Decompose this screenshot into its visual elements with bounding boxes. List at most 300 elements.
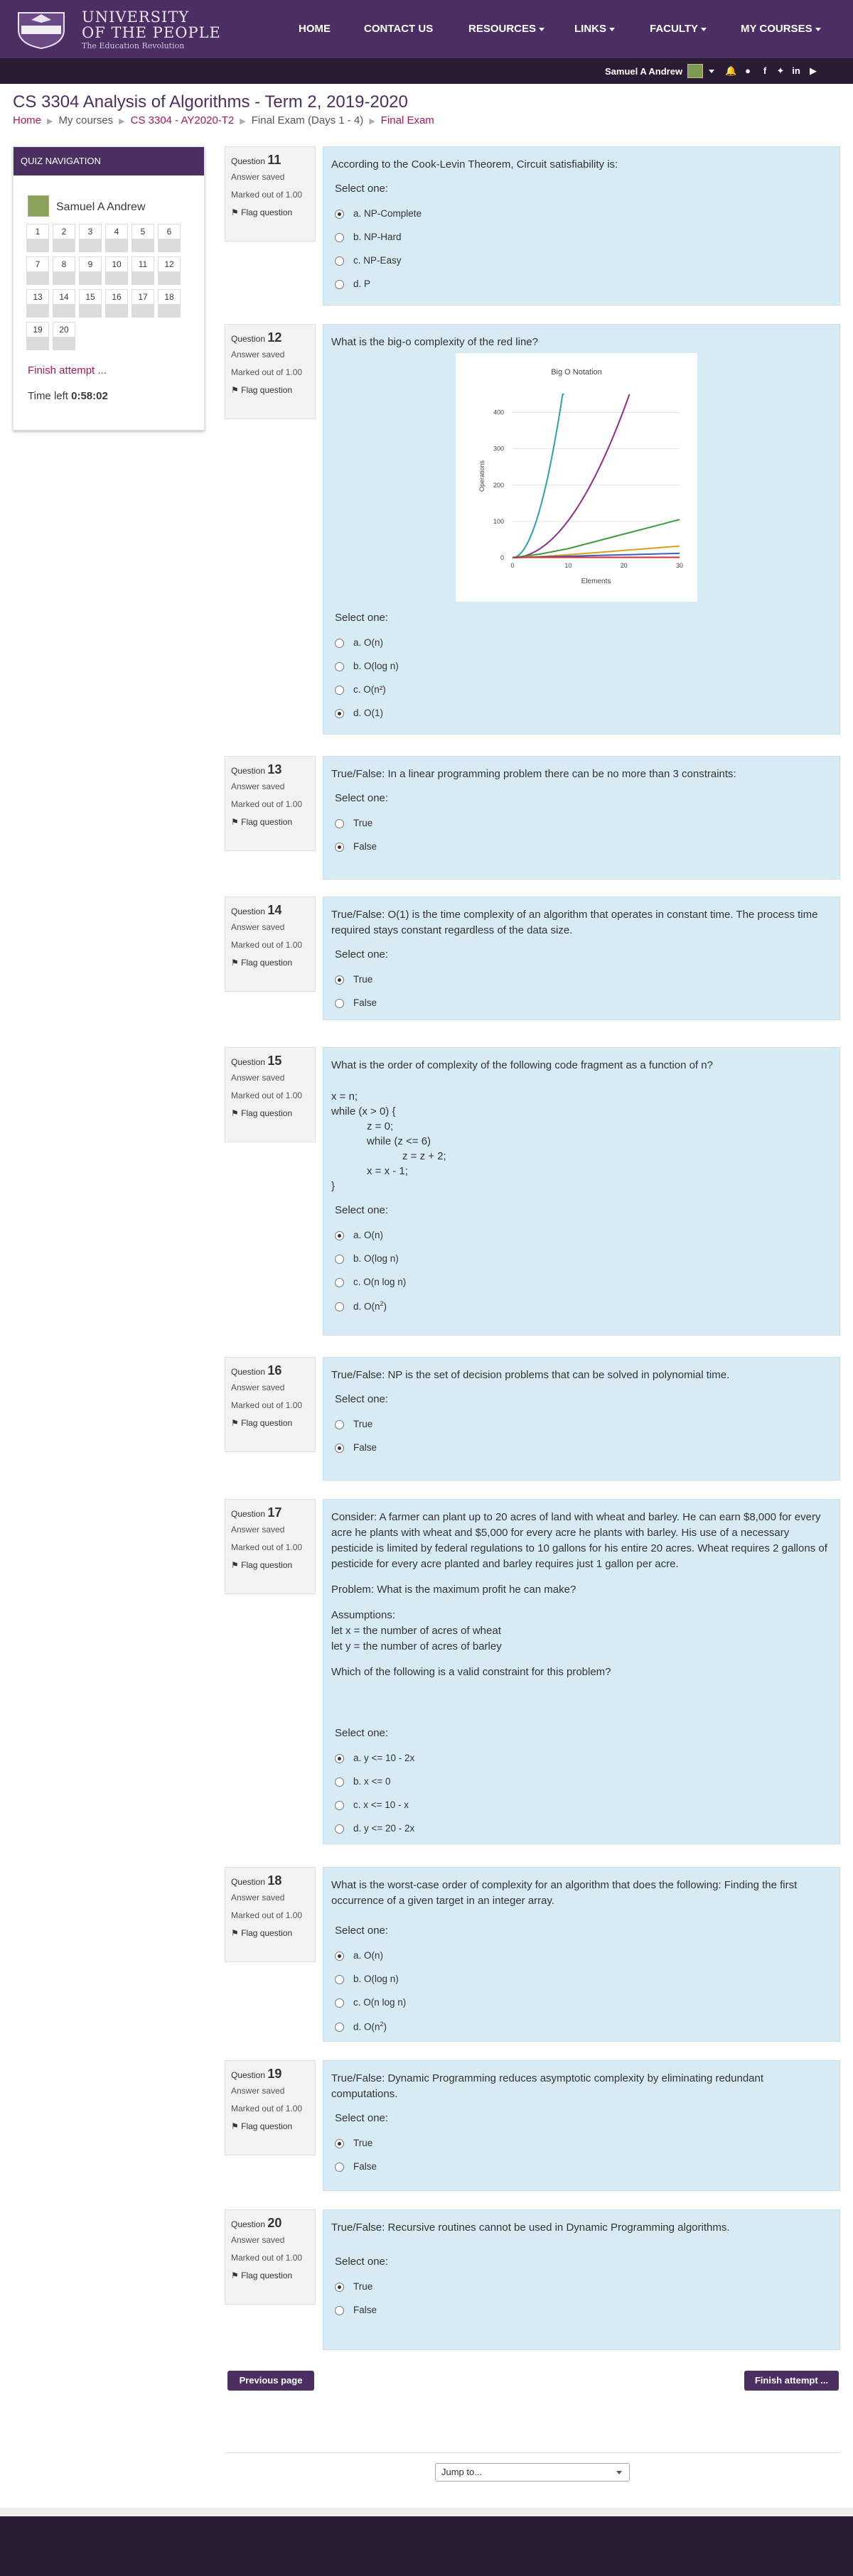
radio-button[interactable] [335, 843, 344, 852]
question-info [225, 2060, 316, 2155]
answer-option-label: True [353, 1419, 373, 1429]
answer-option[interactable] [335, 1253, 399, 1264]
superscript: 2 [380, 1300, 384, 1307]
select-one-label: Select one: [335, 1925, 389, 1937]
quiz-nav-button[interactable] [26, 256, 49, 285]
answer-option[interactable] [335, 818, 372, 828]
bell-icon[interactable]: 🔔 [725, 65, 737, 76]
quiz-nav-button-number: 18 [164, 292, 174, 302]
radio-button[interactable] [335, 2139, 344, 2148]
timer-label: Time left [28, 390, 68, 402]
nav-contact[interactable]: CONTACT US [364, 23, 434, 35]
answer-status: Answer saved [231, 1893, 285, 1903]
answer-option[interactable] [335, 2020, 387, 2033]
answer-option[interactable] [335, 2305, 377, 2315]
radio-button[interactable] [335, 1952, 344, 1961]
answered-indicator [106, 239, 127, 251]
flag-question[interactable] [231, 207, 309, 217]
quiz-nav-button[interactable] [158, 224, 181, 252]
timer-value: 0:58:02 [71, 390, 108, 402]
option-tail: ) [383, 1301, 387, 1312]
radio-button[interactable] [335, 1302, 344, 1311]
series-line [513, 394, 630, 558]
answer-option[interactable] [335, 232, 402, 242]
answer-option-label: b. O(log n) [353, 1974, 399, 1984]
facebook-icon[interactable]: f [763, 65, 767, 76]
answered-indicator [27, 337, 48, 350]
marked-out-of: Marked out of 1.00 [231, 2253, 303, 2263]
nav-links-label: LINKS [574, 23, 606, 35]
question-text: What is the worst-case order of complexity for an algorithm that does the following: Finding the first occurrence of a given target in an integer array. [331, 1879, 798, 1907]
question-number [231, 1363, 309, 1378]
assumption-y: let y = the number of acres of barley [331, 1640, 502, 1652]
question-number-value: 15 [267, 1054, 282, 1068]
answer-option[interactable] [335, 684, 386, 695]
avatar[interactable] [687, 64, 703, 78]
nav-home[interactable]: HOME [299, 23, 331, 35]
answer-option[interactable] [335, 708, 383, 718]
answer-option-label: False [353, 2161, 377, 2172]
quiz-nav-button-number: 17 [138, 292, 148, 302]
quiz-nav-button-number: 16 [112, 292, 122, 302]
radio-button[interactable] [335, 1278, 344, 1287]
question-info [225, 1867, 316, 1962]
answered-indicator [27, 271, 48, 284]
answer-option-label: d. O(1) [353, 708, 384, 718]
quiz-navigation-block [13, 146, 205, 431]
answer-option[interactable] [335, 841, 377, 852]
question-number [231, 1505, 309, 1520]
quiz-nav-button-number: 1 [35, 227, 41, 237]
radio-button[interactable] [335, 686, 344, 695]
question-17 [323, 1499, 840, 1844]
flag-question-label: Flag question [241, 1418, 293, 1428]
answer-option[interactable] [335, 1974, 399, 1984]
question-11 [323, 146, 840, 305]
radio-button[interactable] [335, 975, 344, 985]
quiz-nav-button-number: 9 [87, 259, 93, 269]
quiz-nav-button[interactable] [53, 322, 75, 350]
quiz-nav-button[interactable] [53, 256, 75, 285]
jump-to-label: Jump to... [441, 2467, 483, 2477]
flag-question[interactable] [231, 1108, 309, 1118]
answered-indicator [159, 271, 180, 284]
radio-button[interactable] [335, 1444, 344, 1453]
y-axis-label: Operations [478, 460, 485, 492]
avatar [28, 195, 49, 217]
quiz-nav-button-number: 14 [59, 292, 69, 302]
chart-svg [456, 353, 697, 602]
answer-option[interactable] [335, 1753, 414, 1763]
breadcrumb-final-exam[interactable]: Final Exam [380, 114, 434, 126]
question-info [225, 146, 316, 242]
answer-option-label: False [353, 997, 377, 1008]
flag-question-label: Flag question [241, 1928, 293, 1938]
flag-question[interactable] [231, 1560, 309, 1570]
question-12 [323, 324, 840, 735]
radio-button[interactable] [335, 709, 344, 718]
quiz-nav-button[interactable] [132, 224, 154, 252]
answered-indicator [159, 239, 180, 251]
question-number-value: 12 [267, 330, 282, 345]
radio-button[interactable] [335, 1824, 344, 1834]
answer-option[interactable] [335, 1800, 409, 1810]
question-number [231, 153, 309, 168]
answered-indicator [53, 239, 75, 251]
code-line: while (z <= 6) [331, 1135, 431, 1147]
quiz-nav-button[interactable] [26, 224, 49, 252]
flag-question-label: Flag question [241, 207, 293, 217]
option-tail: ) [383, 2021, 387, 2033]
radio-button[interactable] [335, 819, 344, 828]
answer-status: Answer saved [231, 2086, 285, 2096]
finish-attempt-button[interactable]: Finish attempt ... [744, 2371, 839, 2391]
radio-button[interactable] [335, 1777, 344, 1787]
breadcrumb-separator-icon: ▶ [47, 117, 53, 126]
quiz-nav-button[interactable] [132, 289, 154, 318]
finish-attempt-link[interactable]: Finish attempt ... [28, 364, 107, 377]
answer-option[interactable] [335, 1300, 387, 1312]
radio-button[interactable] [335, 2163, 344, 2172]
answer-option-label: a. y <= 10 - 2x [353, 1753, 415, 1763]
answer-option-label: True [353, 2281, 373, 2292]
question-20 [323, 2209, 840, 2350]
superscript: 2 [380, 2020, 384, 2028]
breadcrumb-home[interactable]: Home [13, 114, 42, 126]
answer-option-label: d. y <= 20 - 2x [353, 1823, 415, 1834]
answer-option-label: False [353, 1442, 377, 1453]
quiz-nav-button[interactable] [105, 289, 128, 318]
chevron-down-icon [616, 2471, 622, 2474]
quiz-nav-button-number: 3 [87, 227, 93, 237]
question-18 [323, 1867, 840, 2042]
answered-indicator [27, 304, 48, 317]
answer-option[interactable] [335, 208, 422, 219]
answer-status: Answer saved [231, 1525, 285, 1535]
marked-out-of: Marked out of 1.00 [231, 1910, 303, 1920]
answer-option-label: d. O(n [353, 1301, 380, 1312]
previous-page-button[interactable]: Previous page [227, 2371, 314, 2391]
answer-status: Answer saved [231, 1382, 285, 1392]
radio-button[interactable] [335, 1998, 344, 2008]
answer-option-label: False [353, 841, 377, 852]
marked-out-of: Marked out of 1.00 [231, 367, 303, 377]
question-number-value: 14 [267, 903, 282, 917]
question-number-value: 20 [267, 2216, 282, 2230]
quiz-nav-button[interactable] [105, 224, 128, 252]
flag-icon: ⚑ [231, 958, 239, 968]
answer-status: Answer saved [231, 781, 285, 791]
answered-indicator [53, 271, 75, 284]
breadcrumb-separator-icon: ▶ [369, 117, 375, 126]
flag-question[interactable] [231, 958, 309, 968]
question-text: True/False: Dynamic Programming reduces asymptotic complexity by eliminating redundant computations. [331, 2072, 764, 2100]
quiz-nav-button[interactable] [79, 289, 102, 318]
marked-out-of: Marked out of 1.00 [231, 190, 303, 200]
timer [28, 390, 108, 402]
answered-indicator [132, 271, 154, 284]
answered-indicator [106, 304, 127, 317]
question-15 [323, 1047, 840, 1336]
x-tick-label: 0 [510, 562, 515, 569]
answer-option-label: True [353, 818, 373, 828]
answer-option-label: b. O(log n) [353, 661, 399, 671]
answer-option[interactable] [335, 1997, 406, 2008]
flag-question-label: Flag question [241, 2121, 293, 2131]
answer-option[interactable] [335, 1776, 391, 1787]
radio-button[interactable] [335, 2283, 344, 2292]
user-name[interactable]: Samuel A Andrew [605, 66, 683, 77]
marked-out-of: Marked out of 1.00 [231, 1091, 303, 1100]
answered-indicator [132, 239, 154, 251]
quiz-nav-user-name: Samuel A Andrew [56, 201, 146, 213]
code-line: z = z + 2; [331, 1150, 446, 1162]
question-text: According to the Cook-Levin Theorem, Circuit satisfiability is: [331, 158, 618, 171]
question-number-value: 17 [267, 1505, 282, 1520]
radio-button[interactable] [335, 2306, 344, 2315]
flag-question[interactable] [231, 2121, 309, 2131]
flag-icon: ⚑ [231, 1108, 239, 1118]
x-tick-label: 10 [564, 562, 572, 569]
top-navbar [0, 0, 853, 58]
answer-option[interactable] [335, 637, 383, 648]
select-one-label: Select one: [335, 612, 389, 624]
answer-option[interactable] [335, 2161, 377, 2172]
quiz-nav-button[interactable] [132, 256, 154, 285]
nav-resources[interactable] [468, 23, 544, 35]
which-text: Which of the following is a valid constraint for this problem? [331, 1666, 611, 1678]
brand-line2: OF THE PEOPLE [82, 24, 221, 41]
flag-question-label: Flag question [241, 1560, 293, 1570]
quiz-nav-button[interactable] [158, 256, 181, 285]
code-line: x = x - 1; [331, 1165, 408, 1177]
select-one-label: Select one: [335, 2112, 389, 2124]
nav-courses-label: MY COURSES [741, 23, 812, 35]
answer-option-label: a. O(n) [353, 1950, 384, 1961]
answer-option[interactable] [335, 974, 372, 985]
footer-strip [0, 2508, 853, 2516]
question-number [231, 903, 309, 918]
radio-button[interactable] [335, 280, 344, 289]
quiz-nav-button[interactable] [26, 322, 49, 350]
quiz-nav-button[interactable] [53, 289, 75, 318]
y-tick-label: 400 [493, 408, 504, 416]
linkedin-icon[interactable]: in [792, 65, 800, 76]
quiz-nav-button-number: 2 [61, 227, 67, 237]
marked-out-of: Marked out of 1.00 [231, 799, 303, 809]
question-label: Question [231, 2219, 266, 2229]
answer-option-label: c. x <= 10 - x [353, 1800, 409, 1810]
flag-icon: ⚑ [231, 2121, 239, 2131]
radio-button[interactable] [335, 1754, 344, 1763]
answer-option[interactable] [335, 997, 377, 1008]
radio-button[interactable] [335, 1231, 344, 1240]
answer-option[interactable] [335, 2138, 372, 2148]
answer-option[interactable] [335, 2281, 372, 2292]
radio-button[interactable] [335, 1255, 344, 1264]
flag-icon: ⚑ [231, 1418, 239, 1428]
answer-option[interactable] [335, 1950, 383, 1961]
quiz-nav-button[interactable] [26, 289, 49, 318]
question-label: Question [231, 334, 266, 344]
quiz-nav-button-number: 15 [85, 292, 95, 302]
nav-my-courses[interactable] [741, 23, 821, 35]
answer-option[interactable] [335, 1823, 414, 1834]
question-label: Question [231, 156, 266, 166]
answer-option-label: c. O(n²) [353, 684, 386, 695]
series-line [513, 394, 564, 558]
quiz-nav-button[interactable] [53, 224, 75, 252]
flag-icon: ⚑ [231, 1928, 239, 1938]
y-tick-label: 0 [500, 554, 504, 561]
question-label: Question [231, 1057, 266, 1067]
breadcrumb-my-courses[interactable]: My courses [58, 114, 114, 126]
question-info [225, 1499, 316, 1594]
breadcrumb-course[interactable]: CS 3304 - AY2020-T2 [130, 114, 235, 126]
question-text: What is the big-o complexity of the red line? [331, 336, 538, 348]
select-one-label: Select one: [335, 1727, 389, 1739]
quiz-nav-button-number: 12 [164, 259, 174, 269]
answered-indicator [80, 304, 101, 317]
brand-tagline: The Education Revolution [82, 41, 185, 50]
nav-faculty[interactable] [650, 23, 707, 35]
question-label: Question [231, 2070, 266, 2080]
radio-button[interactable] [335, 1420, 344, 1429]
select-one-label: Select one: [335, 1393, 389, 1405]
question-number [231, 762, 309, 777]
answer-option-label: False [353, 2305, 377, 2315]
radio-button[interactable] [335, 2023, 344, 2032]
question-number-value: 18 [267, 1873, 282, 1888]
radio-button[interactable] [335, 639, 344, 648]
answered-indicator [106, 271, 127, 284]
answer-status: Answer saved [231, 922, 285, 932]
radio-button[interactable] [335, 999, 344, 1008]
answer-option-label: b. NP-Hard [353, 232, 402, 242]
question-text: True/False: NP is the set of decision problems that can be solved in polynomial time. [331, 1369, 730, 1381]
answer-option[interactable] [335, 1277, 406, 1287]
question-text: What is the order of complexity of the following code fragment as a function of n? [331, 1059, 713, 1071]
radio-button[interactable] [335, 1975, 344, 1984]
radio-button[interactable] [335, 210, 344, 219]
assumptions-label: Assumptions: [331, 1609, 396, 1621]
quiz-nav-button-number: 4 [114, 227, 119, 237]
y-tick-label: 200 [493, 481, 504, 489]
flag-icon: ⚑ [231, 385, 239, 395]
question-info [225, 756, 316, 851]
answer-option[interactable] [335, 1230, 383, 1240]
answer-option[interactable] [335, 278, 370, 289]
quiz-nav-button[interactable] [79, 224, 102, 252]
chart-title: Big O Notation [551, 368, 602, 377]
chat-icon[interactable]: ● [745, 65, 751, 76]
user-menu-chevron-icon[interactable] [709, 70, 714, 73]
question-text: True/False: Recursive routines cannot be used in Dynamic Programming algorithms. [331, 2221, 730, 2234]
flag-question-label: Flag question [241, 817, 293, 827]
select-one-label: Select one: [335, 792, 389, 804]
radio-button[interactable] [335, 1801, 344, 1810]
question-number [231, 1873, 309, 1888]
youtube-icon[interactable]: ▶ [810, 65, 817, 76]
chevron-down-icon [701, 28, 707, 31]
flag-question[interactable] [231, 1418, 309, 1428]
marked-out-of: Marked out of 1.00 [231, 940, 303, 950]
question-text: Consider: A farmer can plant up to 20 acres of land with wheat and barley. He can earn $8,000 for every acre he plants with wheat and $5,000 for every acre he plants with barley. His use of a necessary pesticide is limited by federal regulations to 10 gallons for his entire 20 acres. Wheat requires 2 gallons of pesticide for every acre planted and barley requires just 1 gallon per acre. [331, 1511, 827, 1570]
radio-button[interactable] [335, 662, 344, 671]
twitter-icon[interactable]: ✦ [776, 65, 785, 76]
question-info [225, 1047, 316, 1142]
radio-button[interactable] [335, 256, 344, 266]
quiz-nav-button[interactable] [79, 256, 102, 285]
answered-indicator [80, 271, 101, 284]
answer-option-label: b. O(log n) [353, 1253, 399, 1264]
question-number [231, 2067, 309, 2082]
question-13 [323, 756, 840, 880]
flag-icon: ⚑ [231, 2271, 239, 2280]
answered-indicator [53, 337, 75, 350]
answer-option-label: c. O(n log n) [353, 1277, 407, 1287]
select-one-label: Select one: [335, 2256, 389, 2268]
flag-question[interactable] [231, 2271, 309, 2280]
quiz-nav-button-number: 8 [61, 259, 67, 269]
answer-option-label: True [353, 974, 373, 985]
question-text: True/False: In a linear programming problem there can be no more than 3 constraints: [331, 768, 736, 780]
code-line: while (x > 0) { [331, 1105, 396, 1117]
flag-question[interactable] [231, 817, 309, 827]
breadcrumb [13, 114, 434, 126]
answer-option[interactable] [335, 1442, 377, 1453]
brand-line1: UNIVERSITY [82, 9, 190, 26]
logo-shield-icon [14, 9, 68, 50]
question-info [225, 1357, 316, 1452]
flag-question[interactable] [231, 1928, 309, 1938]
quiz-nav-button-number: 13 [33, 292, 43, 302]
answered-indicator [27, 239, 48, 251]
divider [225, 2452, 840, 2453]
marked-out-of: Marked out of 1.00 [231, 2104, 303, 2114]
question-text: True/False: O(1) is the time complexity of an algorithm that operates in constant time. The process time required stays constant regardless of the data size. [331, 909, 818, 936]
breadcrumb-separator-icon: ▶ [240, 117, 246, 126]
answer-option-label: d. P [353, 278, 371, 289]
code-line: x = n; [331, 1091, 358, 1103]
answer-option[interactable] [335, 661, 399, 671]
answer-option[interactable] [335, 1419, 372, 1429]
problem-text: Problem: What is the maximum profit he can make? [331, 1584, 576, 1596]
answer-option-label: d. O(n [353, 2021, 380, 2033]
answer-option-label: c. O(n log n) [353, 1997, 407, 2008]
footer [0, 2516, 853, 2576]
radio-button[interactable] [335, 233, 344, 242]
question-14 [323, 897, 840, 1020]
y-tick-label: 300 [493, 445, 504, 453]
answer-option[interactable] [335, 255, 402, 266]
nav-links[interactable] [574, 23, 615, 35]
question-label: Question [231, 1877, 266, 1887]
chevron-down-icon [609, 28, 615, 31]
quiz-nav-button[interactable] [158, 289, 181, 318]
site-logo[interactable] [14, 7, 221, 51]
quiz-nav-button-number: 6 [166, 227, 172, 237]
question-16 [323, 1357, 840, 1481]
flag-question[interactable] [231, 385, 309, 395]
question-number-value: 19 [267, 2067, 282, 2081]
question-number [231, 2216, 309, 2231]
quiz-nav-button[interactable] [105, 256, 128, 285]
breadcrumb-final-exam-section[interactable]: Final Exam (Days 1 - 4) [251, 114, 364, 126]
jump-to-select[interactable] [435, 2463, 630, 2482]
select-one-label: Select one: [335, 1204, 389, 1216]
answer-option-label: c. NP-Easy [353, 255, 402, 266]
